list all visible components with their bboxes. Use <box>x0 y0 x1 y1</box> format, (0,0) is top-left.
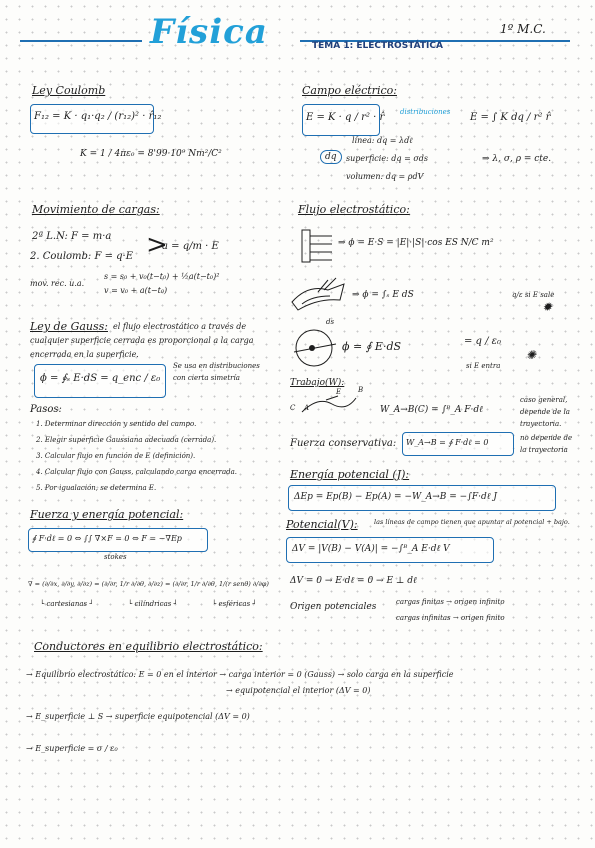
nabla-operator: ∇ = (∂/∂x, ∂/∂y, ∂/∂z) = (∂/∂r, 1/r ∂/∂θ, ∂/∂z) = (∂/∂r, 1/r ∂/∂θ, 1/(r senθ) ∂/∂φ) <box>28 580 269 588</box>
trabajo-formula: W_A→B(C) = ∫ᴮ_A F·dℓ <box>380 405 483 415</box>
traj-label-c: C <box>290 404 296 412</box>
flujo-closed-formula: ϕ = ∮ E·dS <box>342 340 402 353</box>
potencial-formula: ΔV = |V(B) − V(A)| = −∫ᴮ_A E·dℓ V <box>292 544 450 554</box>
fuerza-cons-formula: W_A→B = ∮ F·dℓ = 0 <box>406 438 489 447</box>
conductores-line-1: → Equilibrio electrostático: E = 0 en el interior → carga interior = 0 (Gauss) → solo carga en la superficie <box>26 670 454 679</box>
dq-label: dq <box>320 150 342 164</box>
campo-formula: E = K · q / r² · r̂ <box>306 112 385 123</box>
subject-title: TEMA 1: ELECTROSTÁTICA <box>312 41 443 51</box>
traj-label-e: E <box>336 388 342 396</box>
potencial-note: las líneas de campo tienen que apuntar al potencial + bajo. <box>374 518 570 526</box>
dq-linea: línea: dq = λdℓ <box>352 136 413 145</box>
mov-eq2: v = v₀ + a(t−t₀) <box>104 286 168 295</box>
gauss-note-2: con cierta simetría <box>173 374 240 382</box>
gauss-formula: ϕ = ∮ₛ E·dS = q_enc / ε₀ <box>40 373 161 384</box>
conductores-line-1b: → equipotencial el interior (ΔV = 0) <box>226 686 371 695</box>
si-entra-label: si E entra <box>466 362 501 370</box>
newton-law: 2ª L.N: F = m·a <box>32 231 112 242</box>
dq-volumen: volumen: dq = ρdV <box>346 172 424 181</box>
trabajo-note-3: trayectoria. <box>520 420 562 428</box>
origen-finitas: cargas finitas → origen infinito <box>396 598 505 606</box>
ds-label: ds <box>326 318 335 326</box>
campo-integral: E = ∫ K dq / r² r̂ <box>470 112 551 123</box>
pasos-heading: Pasos: <box>30 404 62 415</box>
curved-surface-figure <box>288 276 348 312</box>
cartesianas-label: └ cartesianas ┘ <box>40 600 94 608</box>
fuerza-cons-label: Fuerza conservativa: <box>290 438 397 449</box>
acceleration-result: a = q/m · E <box>162 241 219 252</box>
campo-heading: Campo eléctrico: <box>302 84 397 97</box>
traj-label-a: A <box>304 404 310 412</box>
gauss-heading: Ley de Gauss: <box>30 320 108 333</box>
gauss-text-1: el flujo electrostático a través de <box>113 322 247 331</box>
mov-eq1: s = s₀ + v₀(t−t₀) + ½a(t−t₀)² <box>104 272 220 281</box>
potencial-heading: Potencial(V): <box>286 518 358 531</box>
gauss-text-2: cualquier superficie cerrada es proporcional a la carga <box>30 336 254 345</box>
paso-item: 1. Determinar dirección y sentido del campo. <box>36 420 197 428</box>
trabajo-note-2: depende de la <box>520 408 570 416</box>
energia-heading: Energía potencial (J): <box>290 468 410 481</box>
si-sale-label: q/ε si E sale <box>512 291 555 299</box>
fuerza-energia-heading: Fuerza y energía potencial: <box>30 508 184 521</box>
fuerza-cons-note-2: la trayectoria <box>520 446 568 454</box>
trabajo-heading: Trabajo(W): <box>290 378 345 388</box>
fuerza-cons-note-1: no depende de <box>520 434 573 442</box>
gauss-text-3: encerrada en la superficie. <box>30 350 139 359</box>
densidades-cte: ⇒ λ, σ, ρ = cte. <box>482 154 552 164</box>
title-underline-left <box>20 40 142 42</box>
flujo-heading: Flujo electrostático: <box>298 203 410 216</box>
movimiento-heading: Movimiento de cargas: <box>32 203 160 216</box>
traj-label-b: B <box>358 386 364 394</box>
origen-infinitas: cargas infinitas → origen finito <box>396 614 505 622</box>
cilindricas-label: └ cilíndricas ┘ <box>128 600 178 608</box>
gauss-note-1: Se usa en distribuciones <box>173 362 260 370</box>
closed-surface-figure <box>290 324 340 374</box>
trabajo-note-1: caso general, <box>520 396 568 404</box>
flujo-curved-formula: ⇒ ϕ = ∫ₛ E dS <box>352 290 414 300</box>
conductores-heading: Conductores en equilibrio electrostático: <box>34 640 263 653</box>
energia-formula: ΔEp = Ep(B) − Ep(A) = −W_A→B = −∫F·dℓ J <box>294 492 497 502</box>
field-in-icon: ✺ <box>526 348 537 362</box>
dq-superficie: superficie: dq = σds <box>346 154 429 163</box>
conductores-line-2: → E_superficie ⊥ S → superficie equipotencial (ΔV = 0) <box>26 712 250 721</box>
flat-surface-figure <box>296 224 336 268</box>
potencial-eq: ΔV = 0 → E·dℓ = 0 → E ⊥ dℓ <box>290 576 417 586</box>
paso-item: 5. Por igualación, se determina E. <box>36 484 157 492</box>
origen-label: Origen potenciales <box>290 602 377 612</box>
coulomb-force: 2. Coulomb: F = q·E <box>30 251 134 262</box>
fuerza-energia-formula: ∮ F·dℓ = 0 ⇔ ∫∫ ∇×F = 0 ⇔ F = −∇Ep <box>32 534 182 543</box>
coulomb-heading: Ley Coulomb <box>32 84 106 97</box>
distribuciones-note: distribuciones <box>400 108 451 116</box>
coulomb-constant: K = 1 / 4πε₀ = 8'99·10⁹ Nm²/C² <box>80 149 222 159</box>
course-label: 1º M.C. <box>500 22 546 36</box>
paso-item: 3. Calcular flujo en función de E (definición). <box>36 452 196 460</box>
field-out-icon: ✹ <box>542 300 553 314</box>
paso-item: 4. Calcular flujo con Gauss, calculando carga encerrada. <box>36 468 238 476</box>
flujo-flat-formula: ⇒ ϕ = E·S = |E|·|S|·cos ES N/C m² <box>338 238 494 248</box>
stokes-label: stokes <box>104 553 127 561</box>
flujo-closed-result: = q / ε₀ <box>464 336 502 347</box>
conductores-line-3: → E_superficie = σ / ε₀ <box>26 744 118 753</box>
mov-label: mov. rec. u.a. <box>30 279 85 288</box>
paso-item: 2. Elegir superficie Gaussiana adecuada (cerrada). <box>36 436 217 444</box>
page-title: Física <box>150 12 268 52</box>
brace-icon: > <box>146 230 168 260</box>
coulomb-formula: F₁₂ = K · q₁·q₂ / (r₁₂)² · r̂₁₂ <box>34 111 162 122</box>
esfericas-label: └ esféricas ┘ <box>212 600 257 608</box>
